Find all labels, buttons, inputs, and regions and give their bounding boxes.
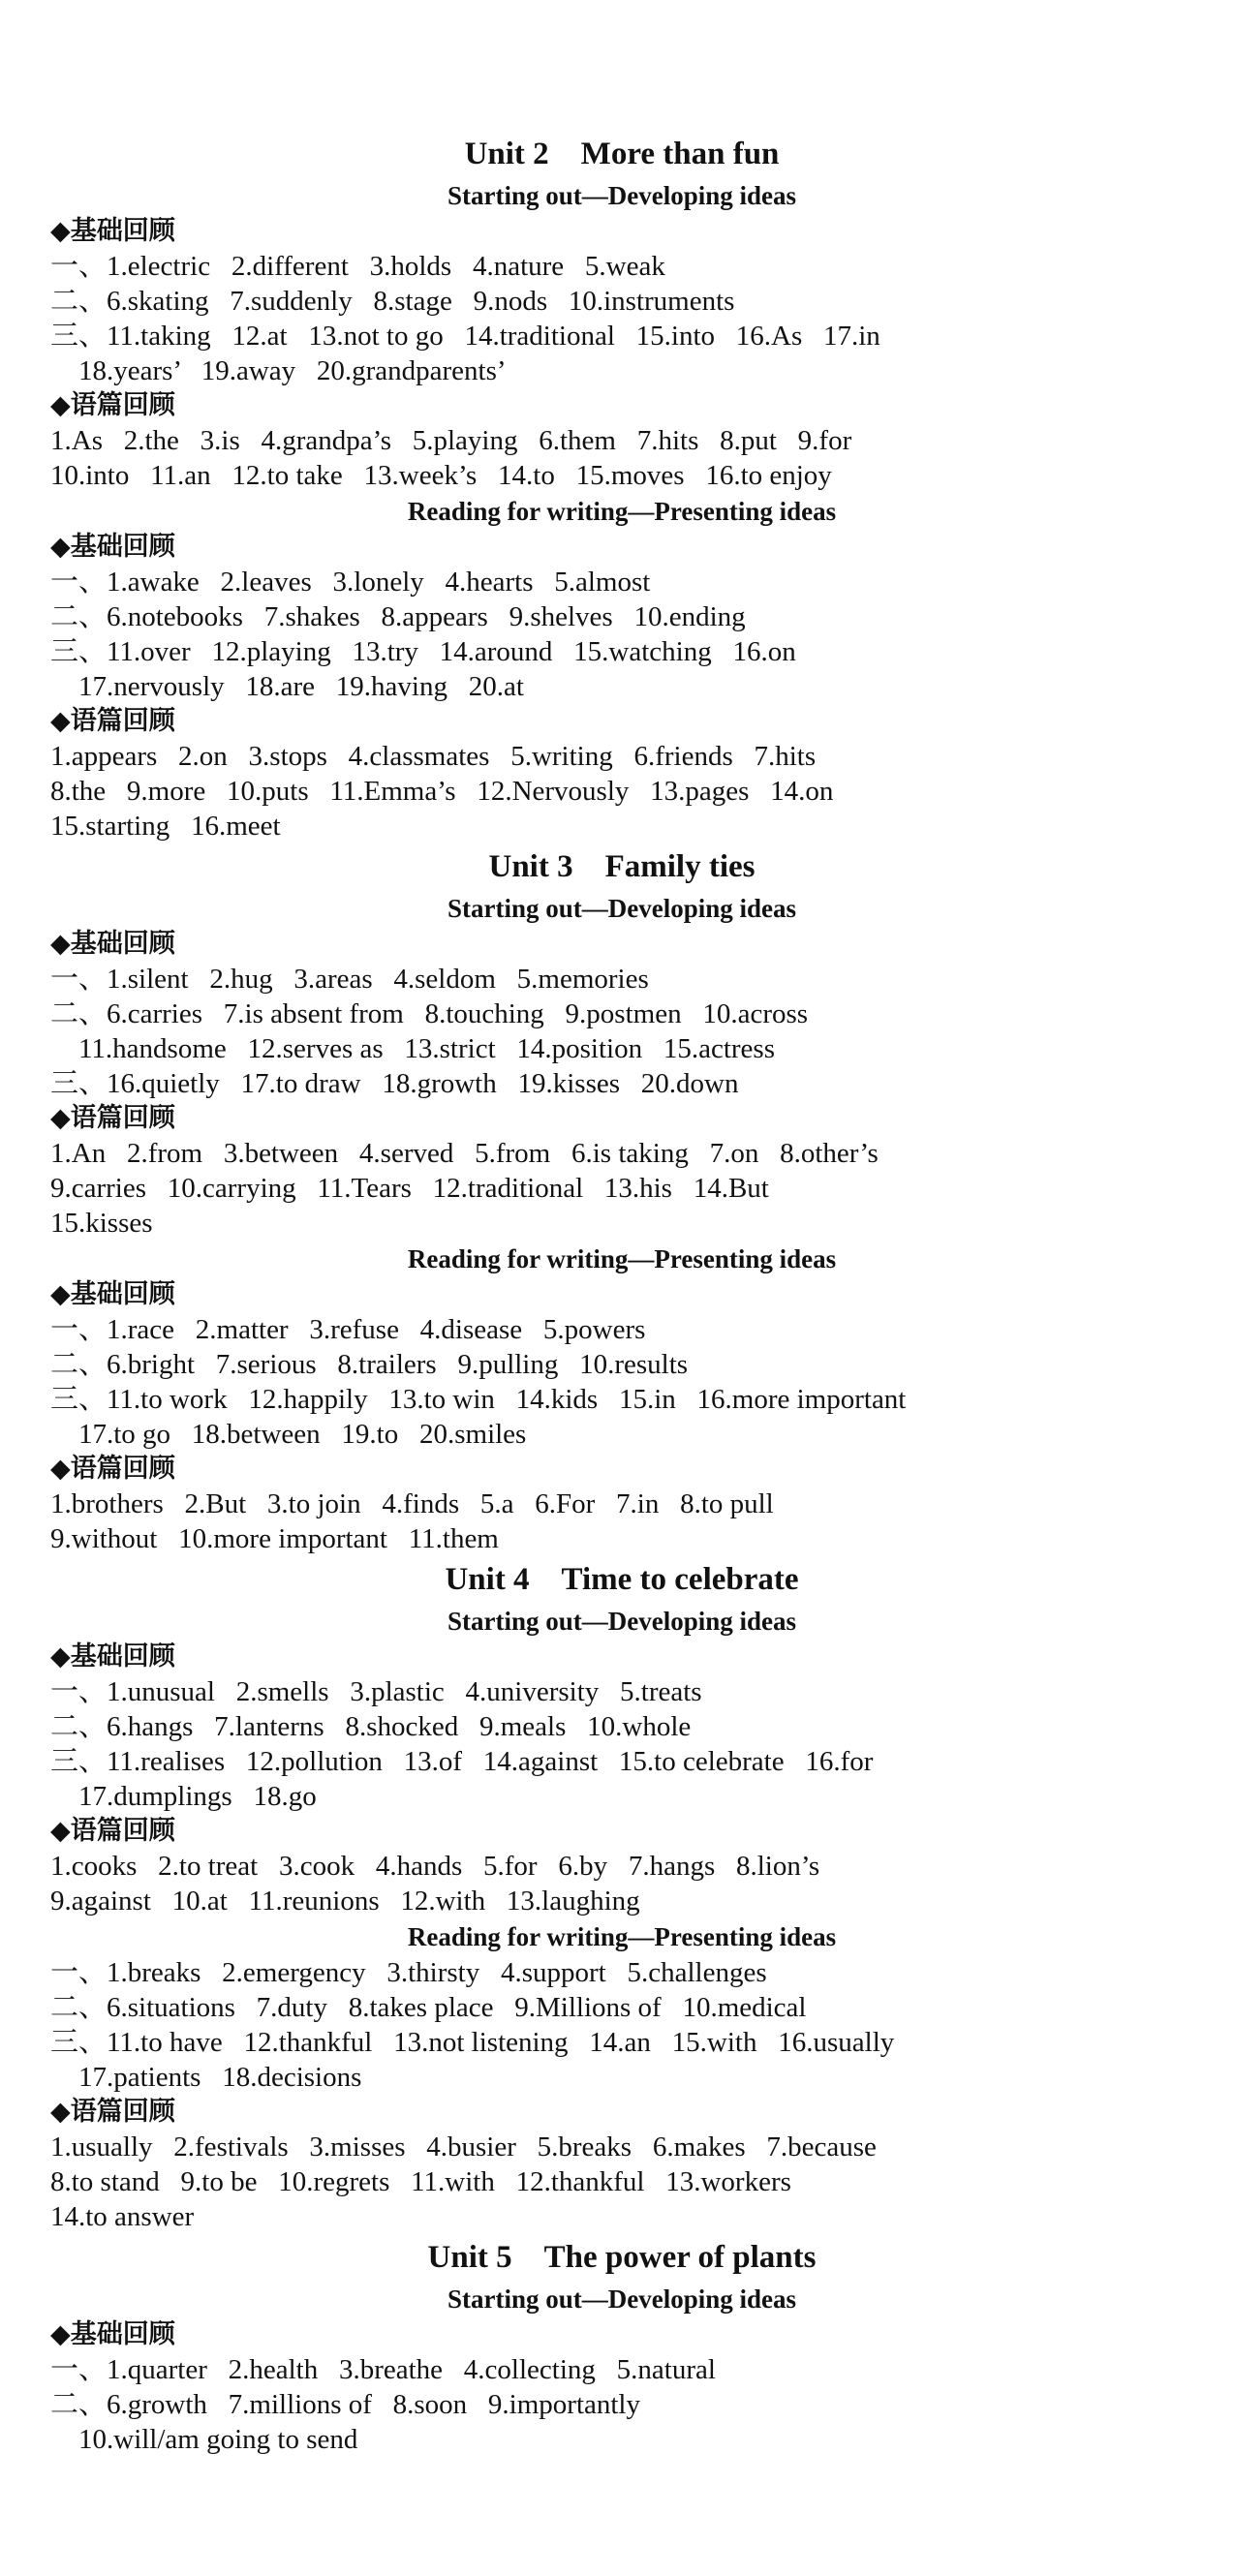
- section-heading: Starting out—Developing ideas: [447, 2285, 797, 2314]
- answer-line: 一、1.unusual 2.smells 3.plastic 4.university 5.treats: [50, 1676, 702, 1707]
- review-heading: ◆语篇回顾: [50, 706, 175, 736]
- answer-line: 8.the 9.more 10.puts 11.Emma’s 12.Nervously 13.pages 14.on: [50, 776, 834, 807]
- unit-heading: Unit 3 Family ties: [488, 849, 756, 884]
- answer-line: 9.without 10.more important 11.them: [50, 1523, 499, 1554]
- review-heading: ◆基础回顾: [50, 1641, 175, 1671]
- answer-line: 1.As 2.the 3.is 4.grandpa’s 5.playing 6.them 7.hits 8.put 9.for: [50, 425, 852, 456]
- answer-line: 17.dumplings 18.go: [50, 1781, 317, 1812]
- answer-line: 17.patients 18.decisions: [50, 2062, 362, 2093]
- answer-line: 9.carries 10.carrying 11.Tears 12.traditional 13.his 14.But: [50, 1173, 769, 1204]
- answer-line: 17.to go 18.between 19.to 20.smiles: [50, 1419, 527, 1450]
- answer-line: 1.cooks 2.to treat 3.cook 4.hands 5.for 6.by 7.hangs 8.lion’s: [50, 1851, 820, 1882]
- answer-line: 一、1.electric 2.different 3.holds 4.nature 5.weak: [50, 251, 665, 282]
- unit-heading: Unit 4 Time to celebrate: [445, 1562, 799, 1597]
- review-heading: ◆基础回顾: [50, 2319, 175, 2349]
- answer-line: 15.kisses: [50, 1208, 153, 1239]
- section-heading: Starting out—Developing ideas: [447, 181, 797, 210]
- unit-heading: Unit 2 More than fun: [464, 137, 780, 171]
- answer-line: 14.to answer: [50, 2201, 195, 2232]
- review-heading: ◆基础回顾: [50, 216, 175, 246]
- review-heading: ◆语篇回顾: [50, 1816, 175, 1846]
- answer-line: 1.brothers 2.But 3.to join 4.finds 5.a 6.For 7.in 8.to pull: [50, 1488, 774, 1519]
- section-heading: Starting out—Developing ideas: [447, 1607, 797, 1636]
- section-heading: Starting out—Developing ideas: [447, 894, 797, 923]
- answer-line: 三、11.realises 12.pollution 13.of 14.against 15.to celebrate 16.for: [50, 1746, 874, 1777]
- answer-line: 9.against 10.at 11.reunions 12.with 13.laughing: [50, 1886, 640, 1917]
- answer-line: 10.into 11.an 12.to take 13.week’s 14.to 15.moves 16.to enjoy: [50, 460, 832, 491]
- review-heading: ◆基础回顾: [50, 1279, 175, 1309]
- answer-line: 一、1.quarter 2.health 3.breathe 4.collecting 5.natural: [50, 2354, 716, 2385]
- answer-line: 三、11.over 12.playing 13.try 14.around 15.watching 16.on: [50, 636, 796, 667]
- answer-line: 一、1.race 2.matter 3.refuse 4.disease 5.powers: [50, 1314, 646, 1345]
- answer-line: 11.handsome 12.serves as 13.strict 14.position 15.actress: [50, 1033, 775, 1064]
- review-heading: ◆语篇回顾: [50, 1103, 175, 1133]
- section-heading: Reading for writing—Presenting ideas: [407, 497, 837, 526]
- review-heading: ◆基础回顾: [50, 532, 175, 562]
- answer-line: 一、1.awake 2.leaves 3.lonely 4.hearts 5.almost: [50, 567, 651, 598]
- answer-line: 二、6.bright 7.serious 8.trailers 9.pulling 10.results: [50, 1349, 689, 1380]
- answer-line: 1.An 2.from 3.between 4.served 5.from 6.is taking 7.on 8.other’s: [50, 1138, 879, 1169]
- answer-line: 二、6.hangs 7.lanterns 8.shocked 9.meals 10.whole: [50, 1711, 692, 1742]
- section-heading: Reading for writing—Presenting ideas: [407, 1922, 837, 1951]
- answer-line: 10.will/am going to send: [50, 2424, 358, 2455]
- answer-line: 三、11.to work 12.happily 13.to win 14.kids 15.in 16.more important: [50, 1384, 907, 1415]
- answer-line: 15.starting 16.meet: [50, 811, 281, 842]
- answer-line: 二、6.skating 7.suddenly 8.stage 9.nods 10.instruments: [50, 286, 735, 317]
- section-heading: Reading for writing—Presenting ideas: [407, 1244, 837, 1273]
- answer-line: 1.appears 2.on 3.stops 4.classmates 5.writing 6.friends 7.hits: [50, 741, 817, 772]
- answer-line: 二、6.situations 7.duty 8.takes place 9.Millions of 10.medical: [50, 1992, 807, 2023]
- review-heading: ◆语篇回顾: [50, 2097, 175, 2127]
- answer-line: 三、11.to have 12.thankful 13.not listening 14.an 15.with 16.usually: [50, 2027, 895, 2058]
- answer-line: 18.years’ 19.away 20.grandparents’: [50, 355, 507, 386]
- answer-line: 二、6.growth 7.millions of 8.soon 9.importantly: [50, 2389, 640, 2420]
- unit-heading: Unit 5 The power of plants: [427, 2240, 817, 2275]
- review-heading: ◆基础回顾: [50, 929, 175, 959]
- review-heading: ◆语篇回顾: [50, 1454, 175, 1484]
- answer-line: 三、16.quietly 17.to draw 18.growth 19.kisses 20.down: [50, 1068, 739, 1099]
- answer-line: 三、11.taking 12.at 13.not to go 14.traditional 15.into 16.As 17.in: [50, 321, 880, 352]
- answer-line: 8.to stand 9.to be 10.regrets 11.with 12.thankful 13.workers: [50, 2166, 791, 2197]
- answer-line: 二、6.carries 7.is absent from 8.touching 9.postmen 10.across: [50, 998, 809, 1029]
- answer-line: 一、1.silent 2.hug 3.areas 4.seldom 5.memories: [50, 964, 649, 995]
- answer-line: 二、6.notebooks 7.shakes 8.appears 9.shelves 10.ending: [50, 601, 746, 632]
- answer-key-content: [50, 131, 1193, 2457]
- answer-line: 17.nervously 18.are 19.having 20.at: [50, 671, 524, 702]
- answer-line: 一、1.breaks 2.emergency 3.thirsty 4.support 5.challenges: [50, 1957, 767, 1988]
- review-heading: ◆语篇回顾: [50, 390, 175, 420]
- answer-line: 1.usually 2.festivals 3.misses 4.busier 5.breaks 6.makes 7.because: [50, 2131, 877, 2162]
